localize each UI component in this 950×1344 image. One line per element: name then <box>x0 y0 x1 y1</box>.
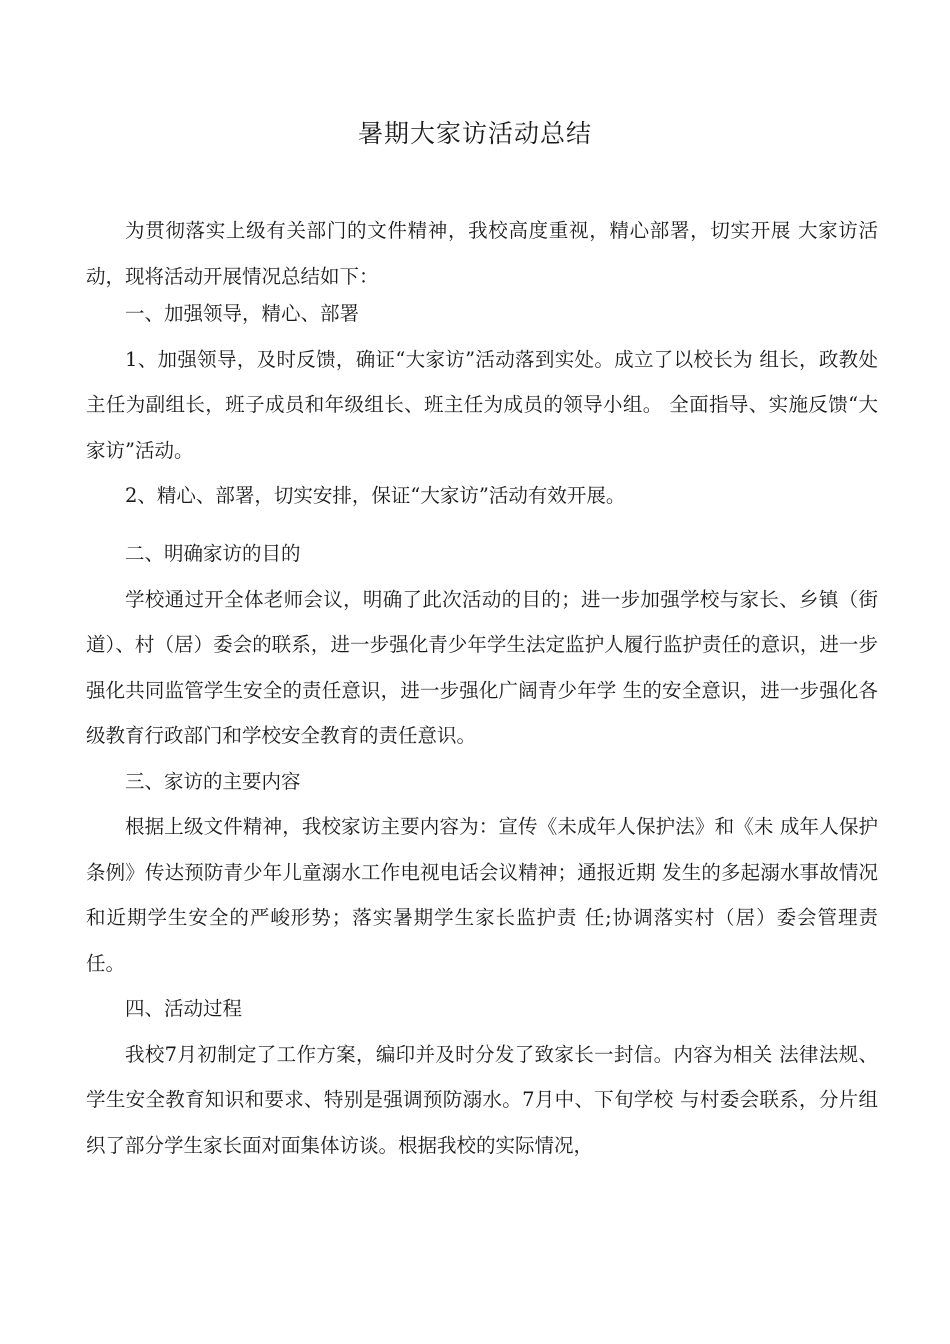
heading-section-one: 一、加强领导，精心、部署 <box>125 302 360 325</box>
paragraph-point-one: 1、加强领导，及时反馈，确证“大家访”活动落到实处。成立了以校长为 组长，政教处主任为副组长，班子成员和年级组长、班主任为成员的领导小组。 全面指导、实施反馈“大家访”活动。 <box>86 347 878 462</box>
paragraph-purpose: 学校通过开全体老师会议，明确了此次活动的目的；进一步加强学校与家长、乡镇（街道）、村（居）委会的联系，进一步强化青少年学生法定监护人履行监护责任的意识，进一步强化共同监管学生安全的责任意识，进一步强化广阔青少年学 生的安全意识，进一步强化各级教育行政部门和学校安全教育的责任意识。 <box>86 587 878 747</box>
heading-section-three: 三、家访的主要内容 <box>125 769 301 793</box>
intro-block <box>86 208 878 299</box>
heading-section-four: 四、活动过程 <box>125 997 243 1020</box>
paragraph-content: 根据上级文件精神，我校家访主要内容为：宣传《未成年人保护法》和《未 成年人保护条例》传达预防青少年儿童溺水工作电视电话会议精神；通报近期 发生的多起溺水事故情况和近期学生安全的严峻形势；落实暑期学生家长监护责 任;协调落实村（居）委会管理责任。 <box>86 815 878 975</box>
paragraph-intro: 为贯彻落实上级有关部门的文件精神，我校高度重视，精心部署，切实开展 大家访活动，现将活动开展情况总结如下： <box>86 219 878 288</box>
section-two-block <box>86 531 878 1168</box>
section-one-block <box>86 291 878 519</box>
document-title: 暑期大家访活动总结 <box>357 119 592 148</box>
paragraph-process: 我校7月初制定了工作方案，编印并及时分发了致家长一封信。内容为相关 法律法规、学生安全教育知识和要求、特别是强调预防溺水。7月中、下旬学校 与村委会联系，分片组织了部分学生家长面对面集体访谈。根据我校的实际情况， <box>86 1042 878 1157</box>
heading-section-two: 二、明确家访的目的 <box>125 542 301 565</box>
paragraph-point-two: 2、精心、部署，切实安排，保证“大家访”活动有效开展。 <box>125 484 626 507</box>
